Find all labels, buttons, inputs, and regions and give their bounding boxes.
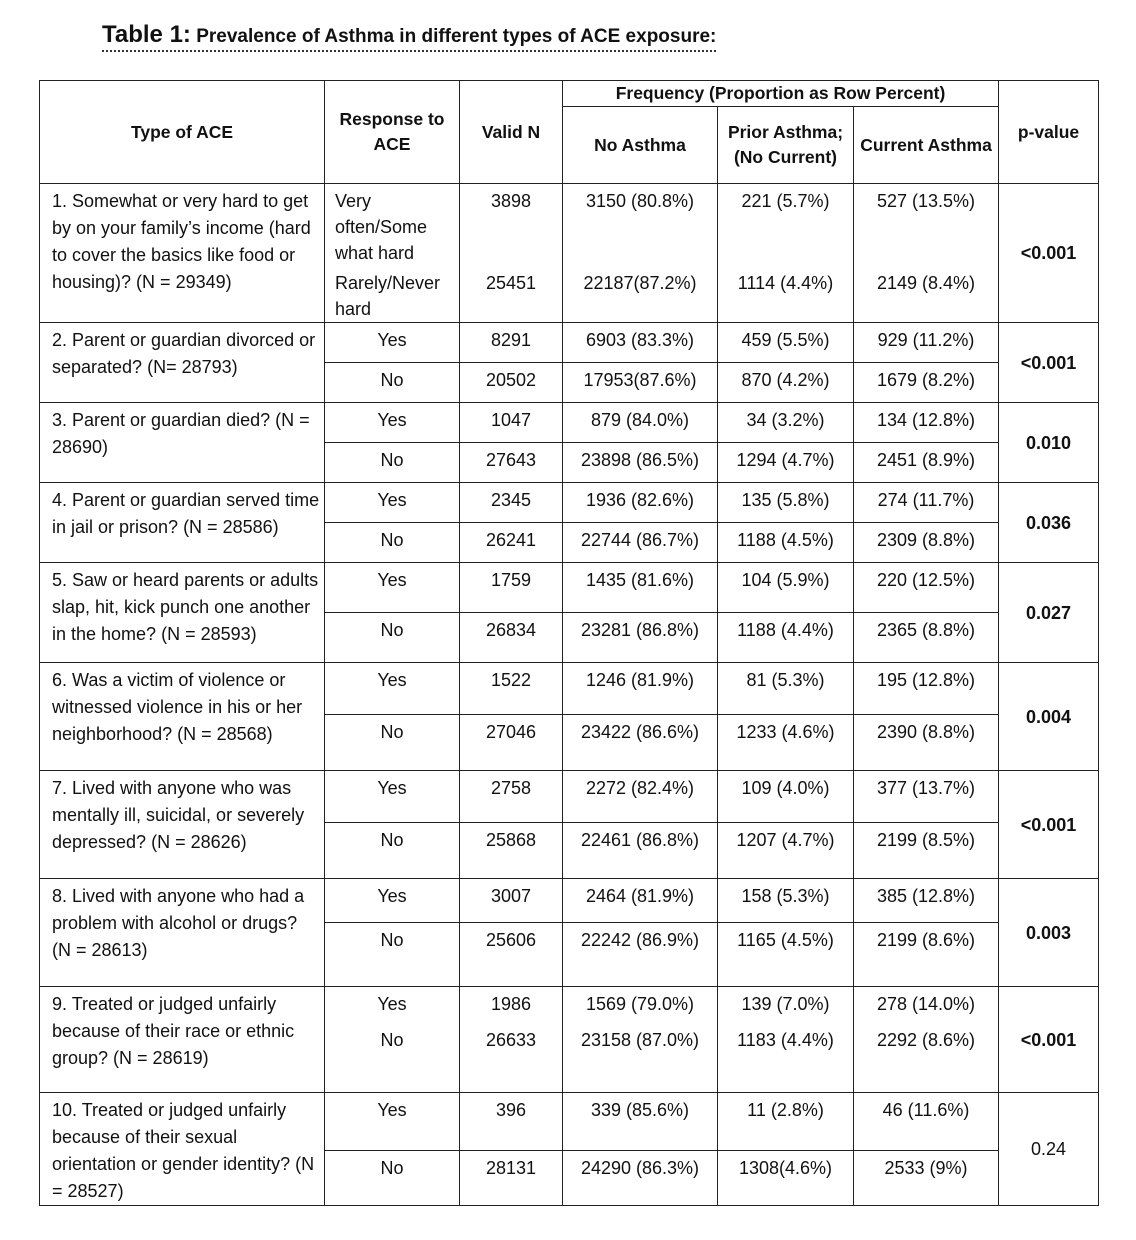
response-cell: Yes [325, 563, 460, 613]
no-asthma-cell: 22242 (86.9%) [563, 923, 718, 987]
current-asthma-cell: 2292 (8.6%) [854, 1023, 999, 1093]
no-asthma-cell: 1435 (81.6%) [563, 563, 718, 613]
no-asthma-cell: 6903 (83.3%) [563, 323, 718, 363]
current-asthma-cell: 2149 (8.4%) [854, 266, 999, 323]
current-asthma-cell: 2309 (8.8%) [854, 523, 999, 563]
response-cell: No [325, 923, 460, 987]
response-cell: No [325, 1023, 460, 1093]
p-value-cell: <0.001 [999, 323, 1099, 403]
response-cell: Rarely/Never hard [325, 266, 460, 323]
response-cell: Yes [325, 663, 460, 715]
no-asthma-cell: 2272 (82.4%) [563, 771, 718, 823]
ace-type-cell: 3. Parent or guardian died? (N = 28690) [40, 403, 325, 483]
table-row [40, 987, 1099, 1023]
table-title-text: Prevalence of Asthma in different types of ACE exposure: [196, 26, 717, 47]
table-body [40, 184, 1099, 1206]
prior-asthma-cell: 870 (4.2%) [718, 363, 854, 403]
response-cell: Yes [325, 771, 460, 823]
prior-asthma-cell: 1294 (4.7%) [718, 443, 854, 483]
header-current-asthma: Current Asthma [854, 107, 999, 184]
no-asthma-cell: 3150 (80.8%) [563, 184, 718, 267]
current-asthma-cell: 46 (11.6%) [854, 1093, 999, 1151]
p-value-cell: <0.001 [999, 184, 1099, 323]
p-value-cell: <0.001 [999, 987, 1099, 1093]
no-asthma-cell: 1569 (79.0%) [563, 987, 718, 1023]
response-cell: No [325, 715, 460, 771]
valid-n-cell: 20502 [460, 363, 563, 403]
table-row [40, 563, 1099, 613]
header-valid-n: Valid N [460, 81, 563, 184]
valid-n-cell: 26241 [460, 523, 563, 563]
no-asthma-cell: 23158 (87.0%) [563, 1023, 718, 1093]
valid-n-cell: 28131 [460, 1150, 563, 1205]
table-row [40, 879, 1099, 923]
valid-n-cell: 25451 [460, 266, 563, 323]
valid-n-cell: 396 [460, 1093, 563, 1151]
table-row [40, 323, 1099, 363]
prior-asthma-cell: 135 (5.8%) [718, 483, 854, 523]
table-title-lead: Table 1: [102, 21, 191, 48]
p-value-cell: 0.027 [999, 563, 1099, 663]
response-cell: Yes [325, 1093, 460, 1151]
no-asthma-cell: 24290 (86.3%) [563, 1150, 718, 1205]
table-row [40, 184, 1099, 267]
response-cell: No [325, 1150, 460, 1205]
no-asthma-cell: 339 (85.6%) [563, 1093, 718, 1151]
response-cell: Yes [325, 987, 460, 1023]
valid-n-cell: 1759 [460, 563, 563, 613]
valid-n-cell: 25868 [460, 823, 563, 879]
valid-n-cell: 1047 [460, 403, 563, 443]
current-asthma-cell: 385 (12.8%) [854, 879, 999, 923]
prior-asthma-cell: 139 (7.0%) [718, 987, 854, 1023]
no-asthma-cell: 1246 (81.9%) [563, 663, 718, 715]
valid-n-cell: 2758 [460, 771, 563, 823]
response-cell: No [325, 613, 460, 663]
p-value-cell: 0.24 [999, 1093, 1099, 1206]
response-cell: Very often/Some what hard [325, 184, 460, 267]
current-asthma-cell: 2390 (8.8%) [854, 715, 999, 771]
response-cell: Yes [325, 323, 460, 363]
current-asthma-cell: 2199 (8.6%) [854, 923, 999, 987]
current-asthma-cell: 274 (11.7%) [854, 483, 999, 523]
table-row [40, 403, 1099, 443]
ace-type-cell: 1. Somewhat or very hard to get by on your family’s income (hard to cover the basics like food or housing)? (N = 29349) [40, 184, 325, 323]
valid-n-cell: 26834 [460, 613, 563, 663]
prior-asthma-cell: 221 (5.7%) [718, 184, 854, 267]
p-value-cell: <0.001 [999, 771, 1099, 879]
valid-n-cell: 26633 [460, 1023, 563, 1093]
current-asthma-cell: 2365 (8.8%) [854, 613, 999, 663]
valid-n-cell: 2345 [460, 483, 563, 523]
response-cell: No [325, 363, 460, 403]
header-prior-asthma: Prior Asthma; (No Current) [718, 107, 854, 184]
current-asthma-cell: 2533 (9%) [854, 1150, 999, 1205]
table-row [40, 1093, 1099, 1151]
no-asthma-cell: 2464 (81.9%) [563, 879, 718, 923]
no-asthma-cell: 22744 (86.7%) [563, 523, 718, 563]
prior-asthma-cell: 1183 (4.4%) [718, 1023, 854, 1093]
response-cell: No [325, 523, 460, 563]
prior-asthma-cell: 1188 (4.5%) [718, 523, 854, 563]
header-type-of-ace: Type of ACE [40, 81, 325, 184]
valid-n-cell: 27046 [460, 715, 563, 771]
prior-asthma-cell: 11 (2.8%) [718, 1093, 854, 1151]
p-value-cell: 0.004 [999, 663, 1099, 771]
ace-type-cell: 7. Lived with anyone who was mentally ill, suicidal, or severely depressed? (N = 28626) [40, 771, 325, 879]
ace-type-cell: 4. Parent or guardian served time in jail or prison? (N = 28586) [40, 483, 325, 563]
response-cell: Yes [325, 879, 460, 923]
table-title [102, 22, 716, 52]
no-asthma-cell: 1936 (82.6%) [563, 483, 718, 523]
asthma-ace-table [39, 80, 1099, 1206]
response-cell: No [325, 823, 460, 879]
prior-asthma-cell: 104 (5.9%) [718, 563, 854, 613]
ace-type-cell: 9. Treated or judged unfairly because of their race or ethnic group? (N = 28619) [40, 987, 325, 1093]
prior-asthma-cell: 1308(4.6%) [718, 1150, 854, 1205]
table-row [40, 663, 1099, 715]
current-asthma-cell: 220 (12.5%) [854, 563, 999, 613]
current-asthma-cell: 1679 (8.2%) [854, 363, 999, 403]
no-asthma-cell: 22461 (86.8%) [563, 823, 718, 879]
response-cell: Yes [325, 403, 460, 443]
valid-n-cell: 25606 [460, 923, 563, 987]
valid-n-cell: 3898 [460, 184, 563, 267]
prior-asthma-cell: 158 (5.3%) [718, 879, 854, 923]
current-asthma-cell: 134 (12.8%) [854, 403, 999, 443]
valid-n-cell: 27643 [460, 443, 563, 483]
prior-asthma-cell: 1165 (4.5%) [718, 923, 854, 987]
response-cell: Yes [325, 483, 460, 523]
header-frequency: Frequency (Proportion as Row Percent) [563, 81, 999, 107]
current-asthma-cell: 2451 (8.9%) [854, 443, 999, 483]
prior-asthma-cell: 1233 (4.6%) [718, 715, 854, 771]
response-cell: No [325, 443, 460, 483]
valid-n-cell: 3007 [460, 879, 563, 923]
prior-asthma-cell: 1207 (4.7%) [718, 823, 854, 879]
no-asthma-cell: 23422 (86.6%) [563, 715, 718, 771]
current-asthma-cell: 929 (11.2%) [854, 323, 999, 363]
current-asthma-cell: 2199 (8.5%) [854, 823, 999, 879]
current-asthma-cell: 527 (13.5%) [854, 184, 999, 267]
table-row [40, 483, 1099, 523]
prior-asthma-cell: 109 (4.0%) [718, 771, 854, 823]
header-response: Response to ACE [325, 81, 460, 184]
header-p-value: p-value [999, 81, 1099, 184]
current-asthma-cell: 278 (14.0%) [854, 987, 999, 1023]
ace-type-cell: 5. Saw or heard parents or adults slap, hit, kick punch one another in the home? (N = 28593) [40, 563, 325, 663]
prior-asthma-cell: 81 (5.3%) [718, 663, 854, 715]
ace-type-cell: 8. Lived with anyone who had a problem with alcohol or drugs? (N = 28613) [40, 879, 325, 987]
valid-n-cell: 1986 [460, 987, 563, 1023]
valid-n-cell: 1522 [460, 663, 563, 715]
no-asthma-cell: 23281 (86.8%) [563, 613, 718, 663]
ace-type-cell: 2. Parent or guardian divorced or separated? (N= 28793) [40, 323, 325, 403]
no-asthma-cell: 23898 (86.5%) [563, 443, 718, 483]
ace-type-cell: 10. Treated or judged unfairly because of their sexual orientation or gender identity? (N = 28527) [40, 1093, 325, 1206]
p-value-cell: 0.036 [999, 483, 1099, 563]
ace-type-cell: 6. Was a victim of violence or witnessed violence in his or her neighborhood? (N = 28568) [40, 663, 325, 771]
p-value-cell: 0.010 [999, 403, 1099, 483]
table-row [40, 771, 1099, 823]
current-asthma-cell: 377 (13.7%) [854, 771, 999, 823]
prior-asthma-cell: 459 (5.5%) [718, 323, 854, 363]
header-no-asthma: No Asthma [563, 107, 718, 184]
no-asthma-cell: 17953(87.6%) [563, 363, 718, 403]
prior-asthma-cell: 1188 (4.4%) [718, 613, 854, 663]
no-asthma-cell: 879 (84.0%) [563, 403, 718, 443]
valid-n-cell: 8291 [460, 323, 563, 363]
prior-asthma-cell: 34 (3.2%) [718, 403, 854, 443]
current-asthma-cell: 195 (12.8%) [854, 663, 999, 715]
no-asthma-cell: 22187(87.2%) [563, 266, 718, 323]
p-value-cell: 0.003 [999, 879, 1099, 987]
prior-asthma-cell: 1114 (4.4%) [718, 266, 854, 323]
